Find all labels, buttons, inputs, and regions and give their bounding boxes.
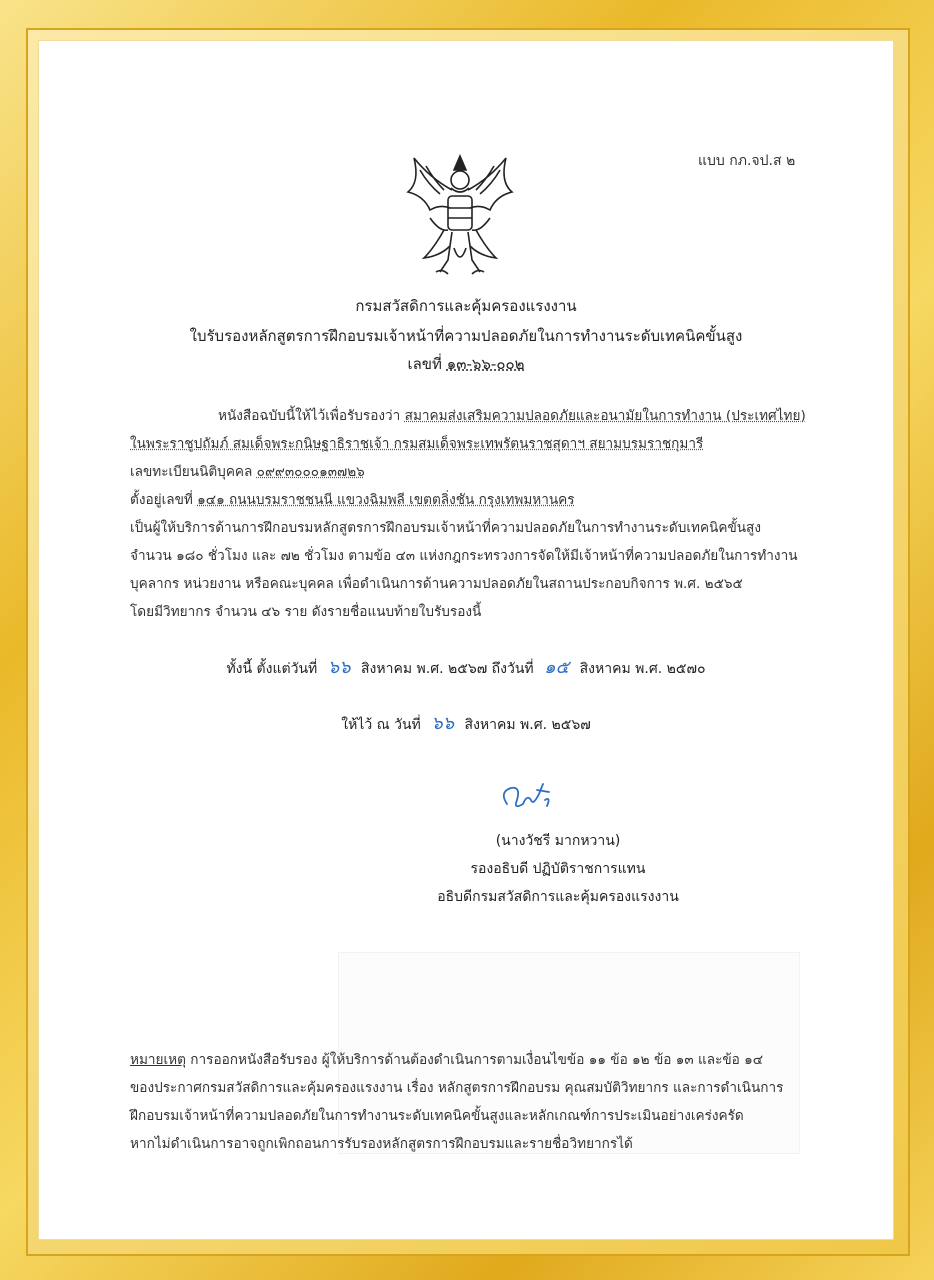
certificate-paper (38, 40, 894, 1240)
number-value: ๑๓-๖๖-๐๐๒ (446, 355, 525, 373)
form-code: แบบ กภ.จป.ส ๒ (698, 153, 796, 169)
signer-position: รองอธิบดี ปฏิบัติราชการแทน (470, 861, 646, 877)
signer-office: อธิบดีกรมสวัสดิการและคุ้มครองแรงงาน (437, 889, 679, 905)
certificate-number (38, 352, 894, 376)
given-prefix: ให้ไว้ ณ วันที่ (341, 717, 421, 733)
certificate-title: ใบรับรองหลักสูตรการฝึกอบรมเจ้าหน้าที่ความปลอดภัยในการทำงานระดับเทคนิคขั้นสูง (189, 327, 743, 345)
period-end-rest: สิงหาคม พ.ศ. ๒๕๗๐ (579, 661, 706, 677)
address-label: ตั้งอยู่เลขที่ (130, 492, 193, 508)
note-label: หมายเหตุ (130, 1052, 186, 1068)
issue-date (38, 708, 894, 737)
note-line-1 (130, 1048, 834, 1070)
note-text-1: การออกหนังสือรับรอง ผู้ให้บริการด้านต้องดำเนินการตามเงื่อนไขข้อ ๑๑ ข้อ ๑๒ ข้อ ๑๓ และข้อ ๑๔ (190, 1052, 764, 1068)
body-line-5: เป็นผู้ให้บริการด้านการฝึกอบรมหลักสูตรการฝึกอบรมเจ้าหน้าที่ความปลอดภัยในการทำงานระดับเทคนิคขั้นสูง (130, 520, 761, 536)
note-line-2: ของประกาศกรมสวัสดิการและคุ้มครองแรงงาน เรื่อง หลักสูตรการฝึกอบรม คุณสมบัติวิทยากร และการดำเนินการ (130, 1080, 784, 1096)
department-name: กรมสวัสดิการและคุ้มครองแรงงาน (355, 297, 577, 315)
note-line-3: ฝึกอบรมเจ้าหน้าที่ความปลอดภัยในการทำงานระดับเทคนิคขั้นสูงและหลักเกณฑ์การประเมินอย่างเคร่งครัด (130, 1108, 744, 1124)
org-name: สมาคมส่งเสริมความปลอดภัยและอนามัยในการทำงาน (ประเทศไทย) (404, 408, 806, 424)
registration-number: ๐๙๙๓๐๐๐๑๓๗๒๖ (256, 464, 365, 480)
body-line-6: จำนวน ๑๘๐ ชั่วโมง และ ๗๒ ชั่วโมง ตามข้อ ๔๓ แห่งกฎกระทรวงการจัดให้มีเจ้าหน้าที่ความปลอดภัยในการทำงาน (130, 548, 798, 564)
number-label: เลขที่ (407, 355, 442, 373)
body-line-2 (130, 432, 830, 454)
line1-prefix: หนังสือฉบับนี้ให้ไว้เพื่อรับรองว่า (218, 408, 401, 424)
start-day-handwritten: ๖๖ (327, 657, 351, 678)
garuda-emblem-icon (400, 148, 520, 283)
body-line-1 (218, 404, 830, 426)
end-day-handwritten: ๑๕ (544, 657, 570, 678)
given-day-handwritten: ๖๖ (431, 713, 455, 734)
note-line-4: หากไม่ดำเนินการอาจถูกเพิกถอนการรับรองหลักสูตรการฝึกอบรมและรายชื่อวิทยากรได้ (130, 1136, 633, 1152)
signer-name: (นางวัชรี มากหวาน) (495, 833, 621, 849)
period-prefix: ทั้งนี้ ตั้งแต่วันที่ (226, 661, 318, 677)
body-line-7: บุคลากร หน่วยงาน หรือคณะบุคคล เพื่อดำเนินการด้านความปลอดภัยในสถานประกอบกิจการ พ.ศ. ๒๕๖๕ (130, 576, 743, 592)
given-rest: สิงหาคม พ.ศ. ๒๕๖๗ (464, 717, 591, 733)
body-line-3 (130, 460, 830, 482)
address-value: ๑๔๑ ถนนบรมราชชนนี แขวงฉิมพลี เขตตลิ่งชัน กรุงเทพมหานคร (197, 492, 575, 508)
signature-icon (493, 770, 563, 820)
validity-period (38, 652, 894, 681)
org-patronage: ในพระราชูปถัมภ์ สมเด็จพระกนิษฐาธิราชเจ้า กรมสมเด็จพระเทพรัตนราชสุดาฯ สยามบรมราชกุมารี (130, 436, 704, 452)
body-line-4 (130, 488, 830, 510)
registration-label: เลขทะเบียนนิติบุคคล (130, 464, 253, 480)
body-line-8: โดยมีวิทยากร จำนวน ๔๖ ราย ดังรายชื่อแนบท้ายใบรับรองนี้ (130, 604, 482, 620)
period-start-rest: สิงหาคม พ.ศ. ๒๕๖๗ ถึงวันที่ (361, 661, 534, 677)
